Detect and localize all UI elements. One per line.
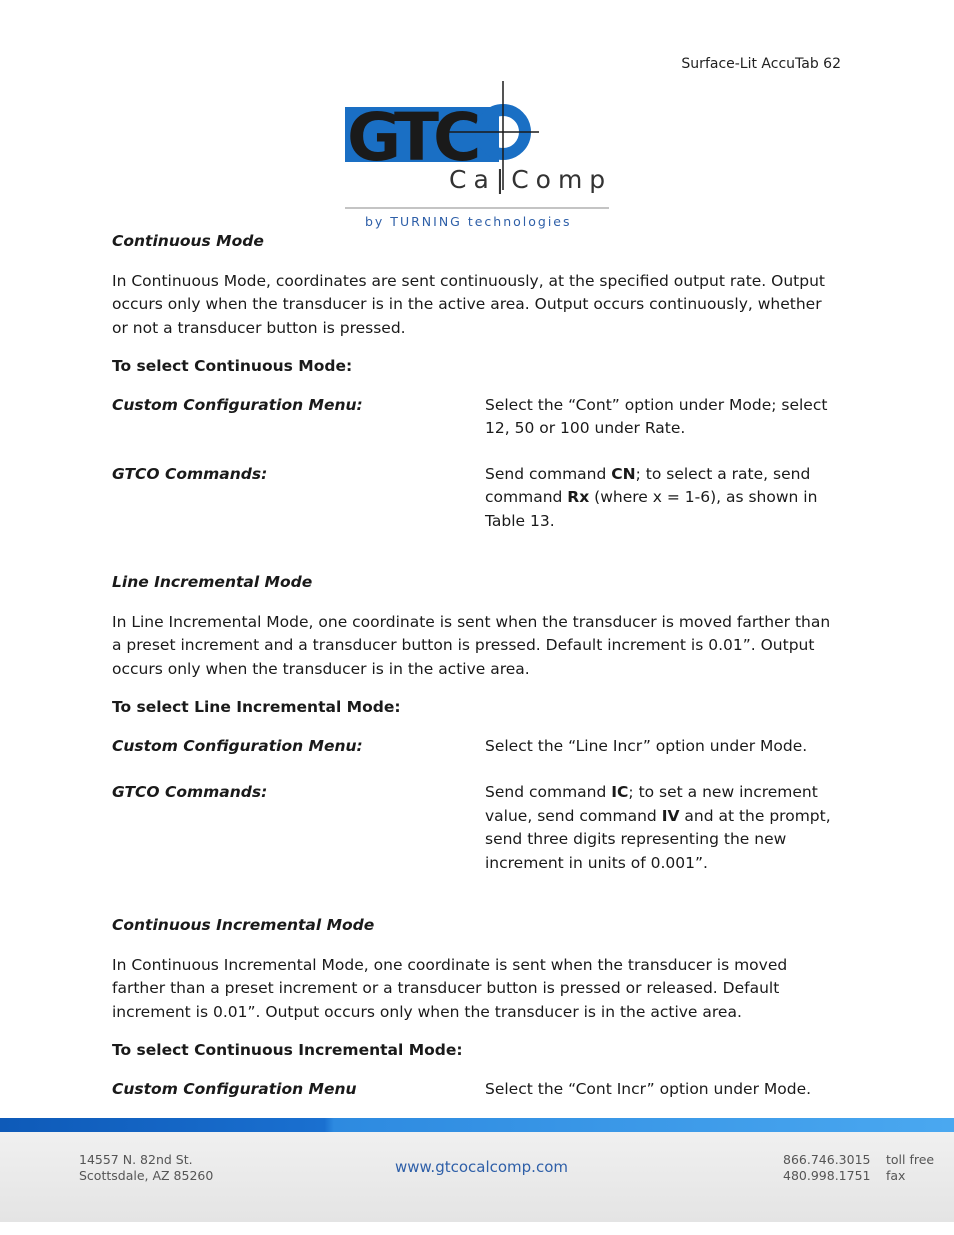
menu-row <box>112 735 842 759</box>
commands-label: GTCO Commands: <box>112 464 268 483</box>
footer-website-link[interactable]: www.gtcocalcomp.com <box>395 1158 568 1176</box>
section-title: Continuous Incremental Mode <box>112 916 375 934</box>
commands-value: Send command IC; to set a new increment value, send command IV and at the prompt, send three digits representing the new increment in units of 0.001”. <box>485 783 831 872</box>
menu-value: Select the “Cont” option under Mode; select 12, 50 or 100 under Rate. <box>485 395 828 437</box>
document-body <box>112 230 842 1101</box>
section-paragraph: In Line Incremental Mode, one coordinate is sent when the transducer is moved farther than a preset increment and a transducer button is pressed. Default increment is 0.01”. Output occurs only when the transducer is in the active area. <box>112 612 831 678</box>
menu-row <box>112 394 842 441</box>
section-paragraph: In Continuous Incremental Mode, one coordinate is sent when the transducer is moved farther than a preset increment or a transducer button is pressed or released. Default increment is 0.01”. Output occurs only when the transducer is in the active area. <box>112 955 788 1021</box>
footer-phone-numbers: 866.746.3015 480.998.1751 <box>783 1152 871 1183</box>
commands-row <box>112 781 842 875</box>
commands-value: Send command CN; to select a rate, send command Rx (where x = 1-6), as shown in Table 13. <box>485 464 818 530</box>
gtco-calcomp-logo <box>343 78 611 233</box>
select-instruction: To select Continuous Mode: <box>112 357 353 375</box>
command-code: Rx <box>567 488 590 506</box>
svg-text:GTC: GTC <box>347 99 476 176</box>
page-footer <box>0 1118 954 1235</box>
section-paragraph: In Continuous Mode, coordinates are sent continuously, at the specified output rate. Output occurs only when the transducer is in the active area. Output occurs continuously, whether or not a transducer button is pressed. <box>112 271 825 337</box>
command-code: IV <box>661 806 680 825</box>
svg-text:Ca|Comp: Ca|Comp <box>449 165 611 194</box>
section-title: Continuous Mode <box>112 232 264 250</box>
commands-row <box>112 463 842 534</box>
page-header-title: Surface-Lit AccuTab 62 <box>681 56 841 72</box>
footer-accent-bar <box>0 1118 954 1132</box>
commands-label: GTCO Commands: <box>112 783 268 801</box>
menu-value: Select the “Line Incr” option under Mode. <box>485 736 808 755</box>
menu-label: Custom Configuration Menu <box>112 1079 357 1098</box>
menu-row <box>112 1078 842 1102</box>
section-title: Line Incremental Mode <box>112 573 313 591</box>
logo-tagline: by TURNING technologies <box>365 214 572 229</box>
menu-value: Select the “Cont Incr” option under Mode. <box>485 1079 812 1098</box>
footer-phone-labels: toll free fax <box>886 1152 935 1183</box>
select-instruction: To select Continuous Incremental Mode: <box>112 1041 463 1059</box>
menu-label: Custom Configuration Menu: <box>112 395 363 414</box>
command-code: CN <box>611 464 636 483</box>
menu-label: Custom Configuration Menu: <box>112 736 363 755</box>
select-instruction: To select Line Incremental Mode: <box>112 698 401 716</box>
footer-address: 14557 N. 82nd St. Scottsdale, AZ 85260 <box>79 1152 214 1183</box>
command-code: IC <box>611 783 629 801</box>
